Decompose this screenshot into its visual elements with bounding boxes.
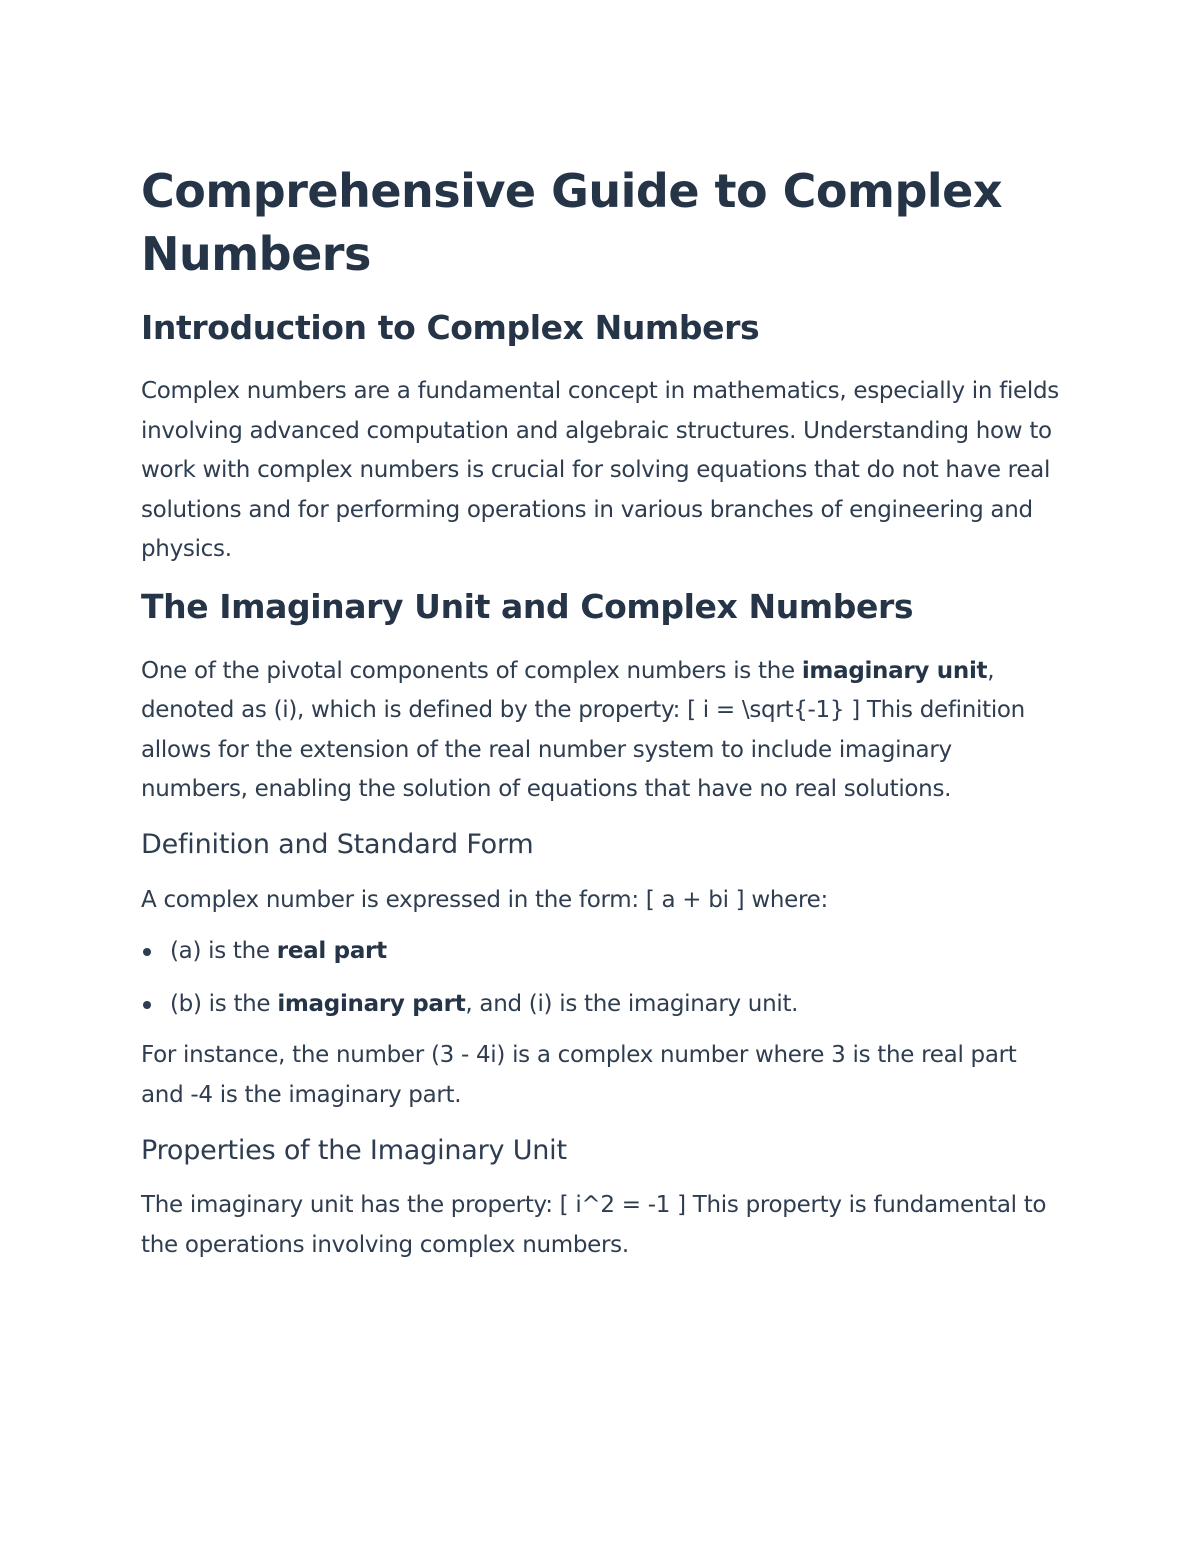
imaginary-unit-term: imaginary unit (801, 657, 988, 684)
definition-list (141, 932, 1061, 1024)
list-item-term: imaginary part (277, 990, 466, 1017)
example-paragraph: For instance, the number (3 - 4i) is a complex number where 3 is the real part and -4 is the imaginary part. (141, 1042, 1017, 1108)
imaginary-unit-text-before: One of the pivotal components of complex numbers is the (141, 657, 802, 684)
properties-paragraph: The imaginary unit has the property: [ i^2 = -1 ] This property is fundamental to the operations involving complex numbers. (141, 1192, 1047, 1258)
introduction-paragraph: Complex numbers are a fundamental concept in mathematics, especially in fields involving advanced computation and algebraic structures. Understanding how to work with complex numbers is crucial for solving equations that do not have real solutions and for performing operations in various branches of engineering and physics. (141, 378, 1059, 562)
section-heading-imaginary-unit: The Imaginary Unit and Complex Numbers (141, 586, 914, 626)
document-title: Comprehensive Guide to Complex Numbers (141, 164, 1003, 281)
list-item-text-before: (b) is the (170, 990, 278, 1017)
document-page (141, 160, 1061, 1265)
imaginary-unit-text-after: , denoted as (i), which is defined by the property: [ i = \sqrt{-1} ] This definition allows for the extension of the real number system to include imaginary numbers, enabling the solution of equations that have no real solutions. (141, 657, 1025, 802)
imaginary-unit-paragraph (141, 652, 1061, 810)
subsection-heading-properties: Properties of the Imaginary Unit (141, 1135, 567, 1166)
subsection-heading-definition: Definition and Standard Form (141, 828, 534, 860)
list-item-term: real part (276, 938, 387, 964)
list-item (141, 932, 1061, 972)
list-item-text-after: , and (i) is the imaginary unit. (465, 990, 799, 1017)
list-item (141, 985, 1061, 1025)
definition-paragraph: A complex number is expressed in the form: [ a + bi ] where: (141, 886, 828, 913)
list-item-text-before: (a) is the (170, 938, 277, 964)
section-heading-introduction: Introduction to Complex Numbers (141, 308, 760, 347)
bullet-icon (143, 1001, 151, 1009)
bullet-icon (143, 948, 151, 956)
